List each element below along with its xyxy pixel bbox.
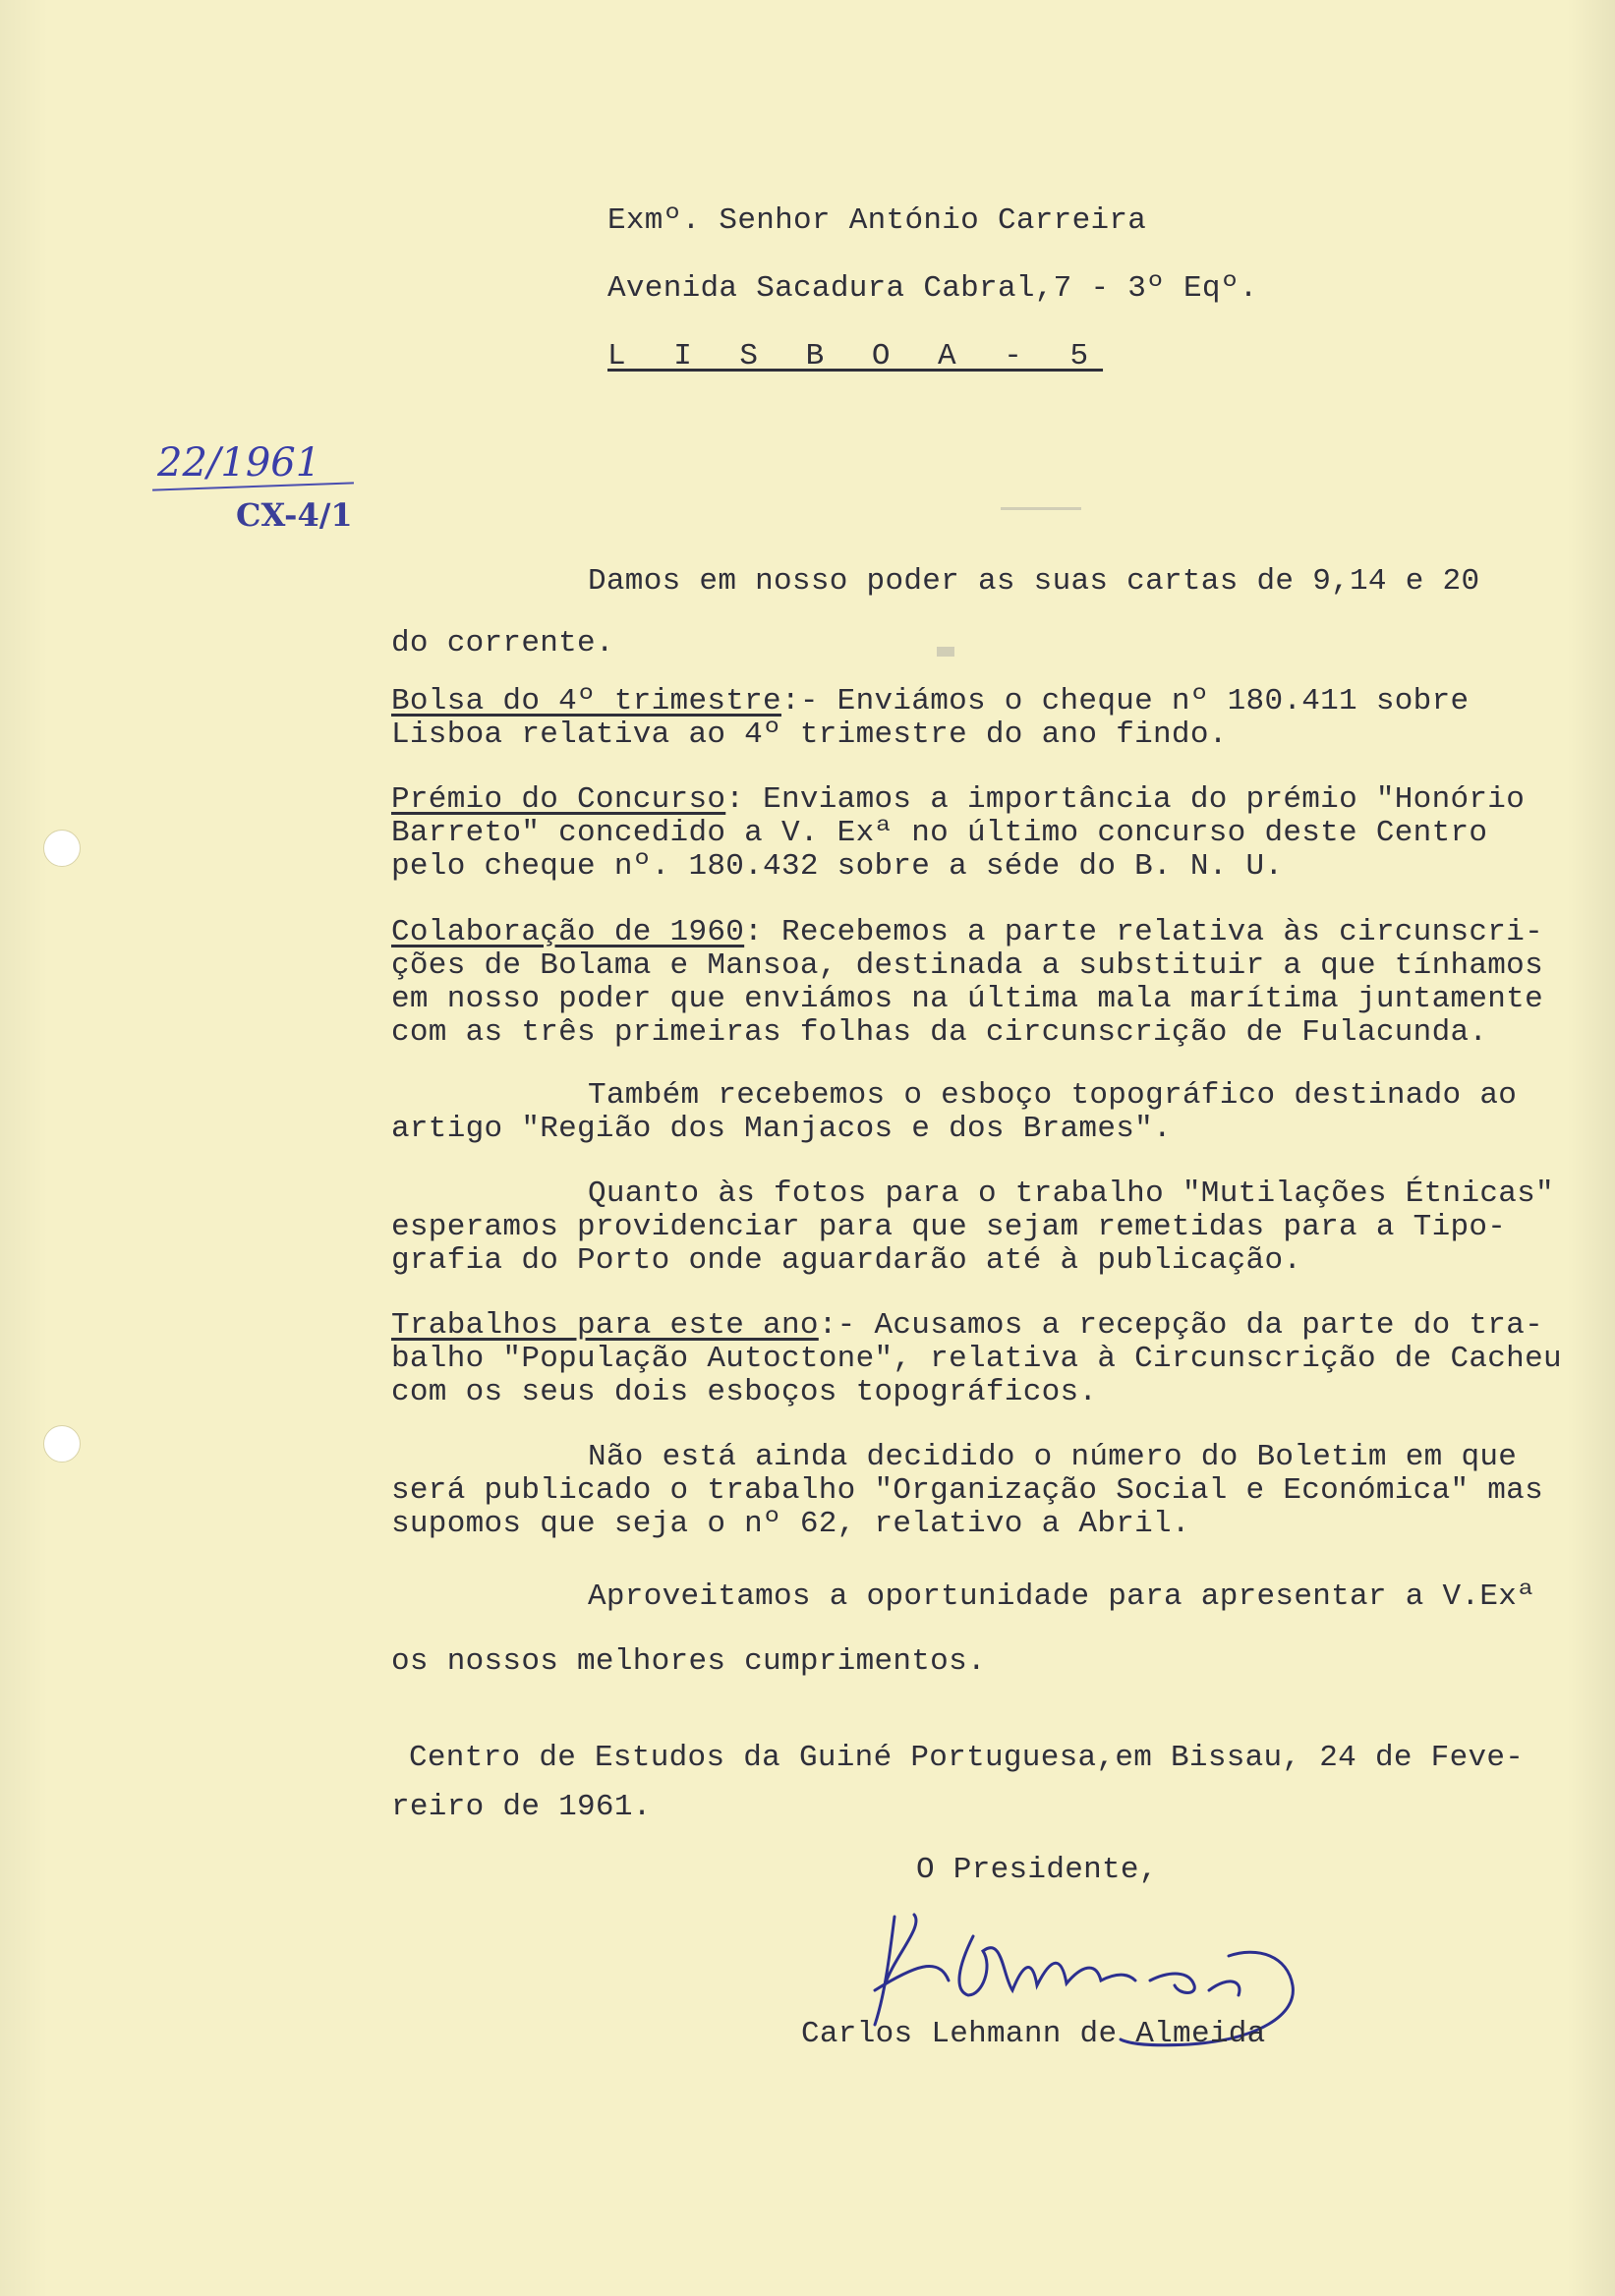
colab-line-1 xyxy=(391,916,1543,949)
trab-line-1 xyxy=(391,1309,1543,1343)
tambem-line-1: Também recebemos o esboço topográfico destinado ao xyxy=(588,1078,1518,1113)
faint-mark xyxy=(937,647,954,657)
bolsa-text: :- Enviámos o cheque nº 180.411 sobre xyxy=(780,684,1470,718)
address-line-2: Avenida Sacadura Cabral,7 - 3º Eqº. xyxy=(607,271,1258,306)
premio-line-1 xyxy=(391,783,1525,817)
tambem-line-2: artigo "Região dos Manjacos e dos Brames". xyxy=(391,1112,1172,1146)
quanto-line-3: grafia do Porto onde aguardarão até à publicação. xyxy=(391,1243,1302,1278)
colab-heading: Colaboração de 1960 xyxy=(391,915,745,949)
signatory-name: Carlos Lehmann de Almeida xyxy=(801,2017,1266,2051)
punch-hole-top xyxy=(43,830,81,867)
address-city: L I S B O A - 5 xyxy=(607,339,1104,373)
aprov-line-1: Aproveitamos a oportunidade para apresentar a V.Exª xyxy=(588,1579,1536,1614)
aprov-line-2: os nossos melhores cumprimentos. xyxy=(391,1644,986,1679)
premio-line-3: pelo cheque nº. 180.432 sobre a séde do B. N. U. xyxy=(391,849,1284,884)
nao-line-3: supomos que seja o nº 62, relativo a Abril. xyxy=(391,1507,1190,1541)
signatory-role: O Presidente, xyxy=(916,1853,1158,1887)
reference-number: 22/1961 xyxy=(157,440,321,486)
colab-line-4: com as três primeiras folhas da circunscrição de Fulacunda. xyxy=(391,1015,1488,1050)
premio-line-2: Barreto" concedido a V. Exª no último concurso deste Centro xyxy=(391,816,1488,850)
bolsa-heading: Bolsa do 4º trimestre xyxy=(391,684,781,718)
trab-line-3: com os seus dois esboços topográficos. xyxy=(391,1375,1098,1409)
place-date-line-1: Centro de Estudos da Guiné Portuguesa,em Bissau, 24 de Feve- xyxy=(409,1741,1525,1775)
colab-line-3: em nosso poder que enviámos na última mala marítima juntamente xyxy=(391,982,1543,1016)
trab-text: :- Acusamos a recepção da parte do tra- xyxy=(818,1308,1543,1343)
quanto-line-2: esperamos providenciar para que sejam remetidas para a Tipo- xyxy=(391,1210,1507,1244)
faint-mark xyxy=(1001,507,1081,510)
nao-line-2: será publicado o trabalho "Organização Social e Económica" mas xyxy=(391,1473,1543,1508)
place-date-line-2: reiro de 1961. xyxy=(391,1790,652,1824)
reference-code: CX-4/1 xyxy=(236,496,353,534)
bolsa-line-1 xyxy=(391,685,1469,718)
paragraph-opening-cont: do corrente. xyxy=(391,626,614,660)
colab-line-2: ções de Bolama e Mansoa, destinada a substituir a que tínhamos xyxy=(391,948,1543,983)
address-line-1: Exmº. Senhor António Carreira xyxy=(607,203,1147,238)
premio-text: : Enviamos a importância do prémio "Honório xyxy=(725,782,1526,817)
bolsa-line-2: Lisboa relativa ao 4º trimestre do ano findo. xyxy=(391,718,1228,752)
colab-text: : Recebemos a parte relativa às circunscri- xyxy=(744,915,1544,949)
punch-hole-bottom xyxy=(43,1425,81,1463)
premio-heading: Prémio do Concurso xyxy=(391,782,726,817)
nao-line-1: Não está ainda decidido o número do Boletim em que xyxy=(588,1440,1518,1474)
trab-line-2: balho "População Autoctone", relativa à Circunscrição de Cacheu xyxy=(391,1342,1562,1376)
quanto-line-1: Quanto às fotos para o trabalho "Mutilações Étnicas" xyxy=(588,1177,1554,1211)
trab-heading: Trabalhos para este ano xyxy=(391,1308,819,1343)
paragraph-opening: Damos em nosso poder as suas cartas de 9,14 e 20 xyxy=(588,564,1480,599)
